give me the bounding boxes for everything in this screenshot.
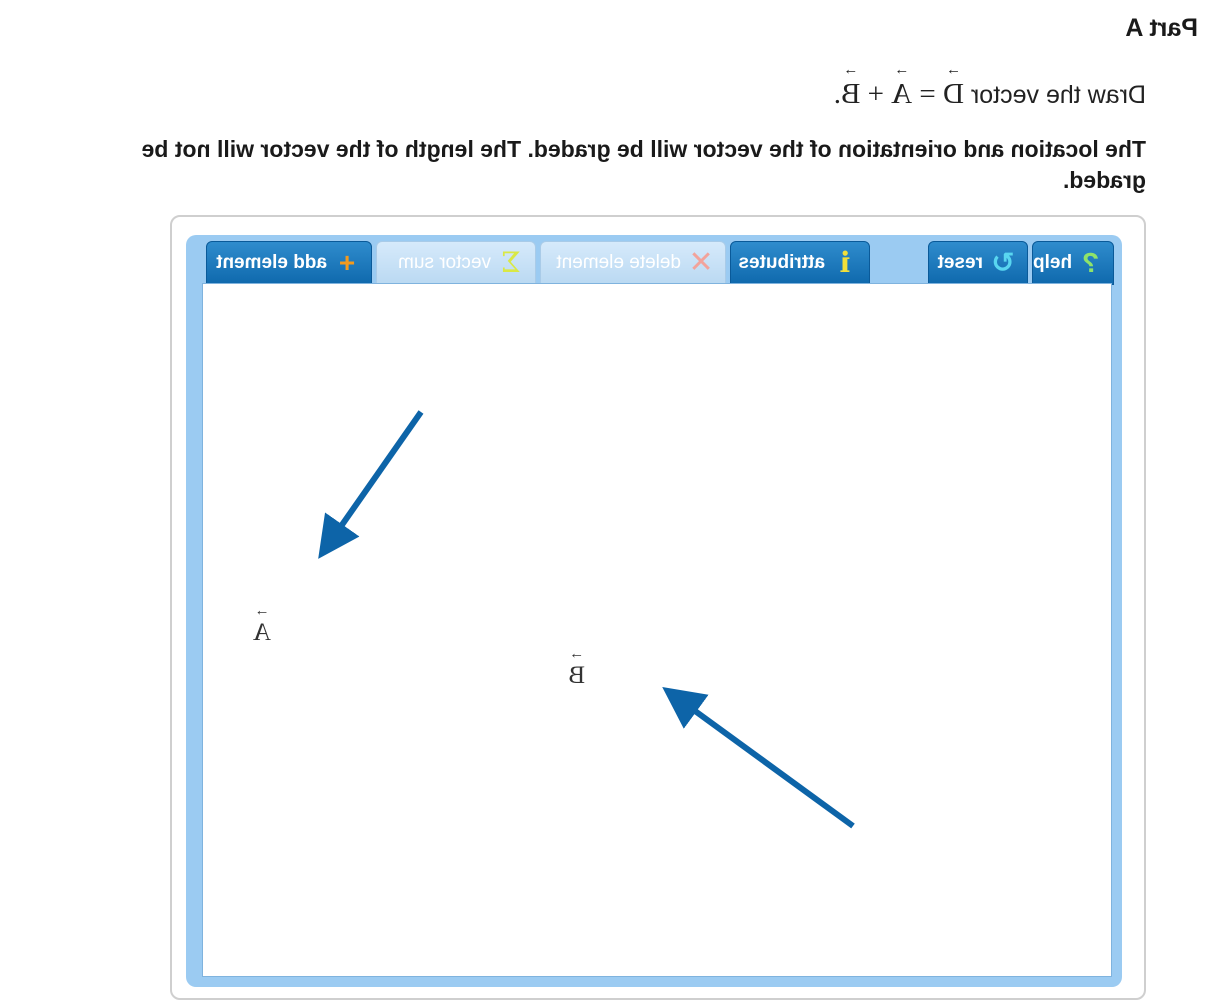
vector-layer [203,284,1111,976]
sigma-icon: Σ [501,246,521,279]
instruction-text: Draw the vector [970,81,1146,109]
drawing-canvas[interactable] [202,283,1112,977]
x-icon: ✕ [688,246,714,279]
vector-drawing-tool [170,215,1146,1000]
vector-a-symbol: → A [891,78,912,111]
delete-element-label: delete element [556,252,681,273]
vector-b-arrow[interactable] [669,692,853,826]
help-label: help [1033,252,1073,273]
reset-icon: ↻ [991,247,1015,278]
equals-sign: = [912,78,944,110]
instruction [834,78,1146,111]
vector-b-symbol: → B [841,78,860,111]
vector-b-label: → B [568,662,585,690]
vector-equation [834,78,964,110]
help-button[interactable] [1032,241,1114,285]
vector-a-arrow[interactable] [323,412,421,552]
add-element-label: add element [216,252,327,273]
grading-note: The location and orientation of the vector will be graded. The length of the vector will not be graded. [141,136,1146,193]
delete-element-button[interactable] [540,241,726,285]
vector-a-label: → A [253,619,271,647]
part-title: Part A [1125,14,1198,42]
vector-d-symbol: → D [943,78,964,111]
toolbar [186,241,1122,285]
equation-period: . [833,78,842,110]
attributes-button[interactable] [730,241,870,285]
help-icon: ? [1081,247,1100,278]
info-icon: i [839,246,851,279]
tool-frame [186,235,1122,987]
reset-button[interactable] [928,241,1028,285]
vector-sum-label: vector sum [398,252,491,273]
add-element-button[interactable] [206,241,372,285]
attributes-label: attributes [738,252,825,273]
plus-icon: + [338,247,356,278]
plus-sign: + [860,78,892,110]
vector-sum-button[interactable] [376,241,536,285]
reset-label: reset [937,252,983,273]
